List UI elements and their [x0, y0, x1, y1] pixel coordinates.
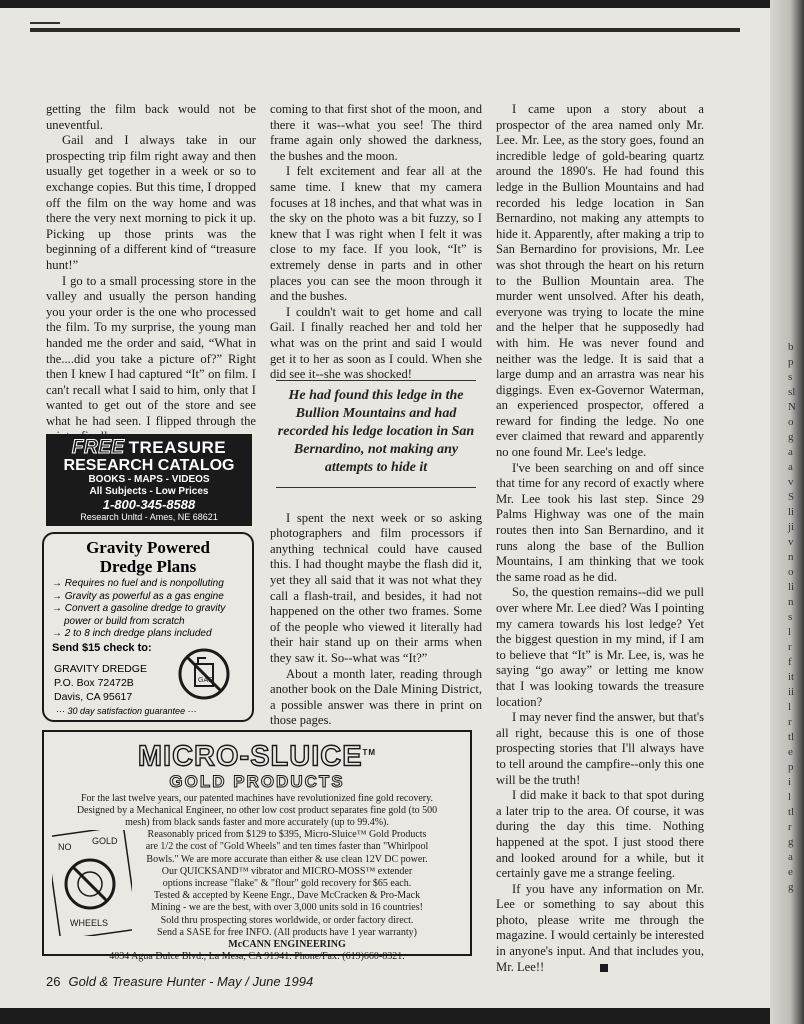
edge-letter: b [788, 341, 794, 353]
edge-letter: it [788, 671, 795, 683]
badge-gold: GOLD [92, 836, 118, 846]
paragraph: I couldn't wait to get home and call Gail. I finally reached her and told her what was on the print and said I would get it to her as soon as I could. When she did see it--she was shocked! [270, 304, 482, 382]
paragraph: coming to that first shot of the moon, and there it was--what you see! The third frame again only showed the darkness, the bushes and the moon. [270, 102, 482, 163]
brand-name: MICRO-SLUICE [137, 740, 363, 773]
next-page-letters [788, 340, 804, 895]
edge-letter: p [788, 356, 794, 368]
no-gas-icon [176, 646, 232, 702]
edge-letter: s [788, 371, 793, 383]
page-number: 26 [46, 974, 61, 989]
paragraph: I felt excitement and fear all at the same time. I knew that my camera focuses at 18 inches, and that what was in the sky on the photo was a bit fuzzy, so I knew that I was right when I felt it was close to my face. If you look, “It” is extremely dense in parts and in other places you can see the moon through it and the bushes. [270, 164, 482, 304]
paragraph: I spent the next week or so asking photographers and film processors if anything technical could have caused this. I had thought maybe the flash did it, yet they all said that it was not what they call a flash-trail, and besides, it had not happened on the other two frames. Some of the people who viewed it literally had their hair stand up on their arms when they saw it. So--what was “It?” [270, 510, 482, 666]
ad-address: Research Unltd - Ames, NE 68621 [80, 512, 218, 522]
paragraph: I've been searching on and off since that time for any record of exactly where Mr. Lee took his last step. Since 29 Palms Highway was one of the main routes then into San Bernardino, and it runs along the base of the Bullion Mountains, I am thinking that we took the same road as he did. [496, 460, 704, 584]
edge-letter: a [788, 446, 793, 458]
edge-letter: tl [788, 806, 795, 818]
ad-bullets [44, 578, 252, 641]
badge-wheels: WHEELS [70, 918, 109, 928]
magazine-title: Gold & Treasure Hunter - May / June 1994 [68, 974, 314, 989]
end-mark [600, 964, 608, 972]
paragraph-text: If you have any information on Mr. Lee or something to say about this photo, please write me through the magazine. I would certainly be interested in anyone's input. And that includes you, Mr. Lee!! [496, 881, 704, 974]
paragraph: getting the film back would not be uneventful. [46, 102, 256, 132]
article-column-3 [496, 102, 704, 975]
edge-letter: n [788, 596, 794, 608]
edge-letter: r [788, 716, 792, 728]
trademark: TM [362, 748, 377, 757]
ad-address: GRAVITY DREDGE P.O. Box 72472B Davis, CA 95617 [54, 663, 147, 703]
list-item: → Gravity as powerful as a gas engine [52, 590, 224, 602]
edge-letter: a [788, 851, 793, 863]
edge-letter: o [788, 566, 794, 578]
edge-letter: r [788, 641, 792, 653]
edge-letter: f [788, 656, 792, 668]
paragraph: I did make it back to that spot during a later trip to the area. Of course, it was during the day this time. Nothing happened at the spot. I just stood there and looked around for a while, but it certainly gave me a strange feeling. [496, 788, 704, 881]
list-item: → 2 to 8 inch dredge plans included [52, 628, 212, 639]
ad-treasure-catalog [46, 434, 252, 526]
top-rule [30, 28, 740, 32]
ad-line: BOOKS - MAPS - VIDEOS [88, 474, 210, 485]
badge-no: NO [58, 842, 72, 852]
edge-letter: N [788, 401, 796, 413]
edge-letter: sl [788, 386, 796, 398]
edge-letter: v [788, 476, 794, 488]
ad-line: RESEARCH CATALOG [63, 457, 235, 474]
ad-title: Gravity Powered [86, 538, 210, 557]
edge-letter: g [788, 431, 794, 443]
edge-letter: a [788, 461, 793, 473]
top-mark [30, 22, 60, 24]
ad-body: For the last twelve years, our patented machines have revolutionized fine gold recovery. Designed by a Mechanical Engineer, no other low cost product separates fine gold (to 500 mesh) from black sands faster and more accurately (up to 99.4%). Reasonably priced from $129 to $395, Micro-Sluice™ Gold Products are 1/2 the cost of "Gold Wheels" and ten times faster than "Whirlpool Bowls." We are more accurate than either & use clean 12V DC power. Our QUICKSAND™ vibrator and MICRO-MOSS™ extender options increase "flake" & "flour" gold recovery for $65 each. Tested & accepted by Keene Engr., Dave McCracken & Pro-Mack Mining - we are the best, with over 3,000 units sold in 16 countries! Sold thru prospecting stores worldwide, or order factory direct. Send a SASE for free INFO. (All products have 1 year warranty) McCANN ENGINEERING 4034 Agua Dulce Blvd., La Mesa, CA 91941. Phone/Fax: (619)660-8321. [76, 792, 438, 963]
article-column-1 [46, 102, 256, 445]
edge-letter: l [788, 626, 792, 638]
edge-letter: l [788, 701, 792, 713]
edge-letter: S [788, 491, 795, 503]
edge-letter: s [788, 611, 793, 623]
paragraph [496, 882, 704, 976]
paragraph: I may never find the answer, but that's all right, because this is one of those prospecting stories that I'll always have to tell around the campfire--only this one will be the truth! [496, 710, 705, 787]
edge-letter: g [788, 836, 794, 848]
page-footer [46, 974, 313, 989]
edge-letter: e [788, 866, 793, 878]
edge-letter: v [788, 536, 794, 548]
no-gold-wheels-icon [52, 830, 132, 936]
list-item: → Requires no fuel and is nonpolluting [52, 578, 224, 589]
edge-letter: o [788, 416, 794, 428]
ad-line: TREASURE [128, 438, 227, 457]
magazine-page [0, 8, 782, 1008]
ad-line: All Subjects - Low Prices [89, 486, 209, 497]
paragraph: I came upon a story about a prospector of the area named only Mr. Lee. Mr. Lee, as the story goes, found an incredible ledge of gold-bearing quartz around the 1890's. He had found this ledge in the Bullion Mountains and had recorded his ledge location in San Bernardino, not making any attempts to hide it. Apparently, after making a trip to San Bernardino for provisions, Mr. Lee was shot through the heart on his return to the Bullion Mountain area. The murder went unsolved. After his death, everyone was trying to locate the mine and the helper that he supposedly had with him. He was never found and neither was the ledge. It is said that a large dump and an arrastra was near his diggings. Even ex-Governor Waterman, an experienced prospector, offered a reward for finding the ledge. No one ever claimed that reward and apparently no one found Mr. Lee's ledge. [496, 102, 704, 460]
paragraph: So, the question remains--did we pull over where Mr. Lee died? Was I pointing my camera towards his lost ledge? Yet the biggest question in my mind, if I am to believe that “It” is Mr. Lee, is, was he saying “go away” or letting me know that I was looking towards the treasure location? [496, 585, 704, 709]
ad-micro-sluice [42, 730, 472, 963]
ad-phone: 1-800-345-8588 [102, 497, 196, 512]
edge-letter: g [788, 881, 794, 893]
list-item: → Convert a gasoline dredge to gravity [52, 603, 226, 614]
ad-send: Send $15 check to: [52, 641, 152, 654]
edge-letter: p [788, 761, 794, 773]
paragraph: I go to a small processing store in the valley and usually the person handing you your order is the one who processed the film. To my surprise, the young man handed me the order and said, “What in the....did you take a picture of?” Right then I knew I had captured “It” on film. I can't recall what I said to him, only that I wanted to get out of the store and see what he had seen. I flipped through the [46, 273, 256, 428]
edge-letter: n [788, 551, 794, 563]
edge-letter: e [788, 746, 793, 758]
edge-letter: ii [788, 686, 795, 698]
gas-label: GAS [198, 677, 213, 684]
edge-letter: li [788, 581, 795, 593]
ad-guarantee: ··· 30 day satisfaction guarantee ··· [56, 706, 197, 716]
free-label: FREE [71, 437, 125, 458]
edge-letter: i [788, 776, 792, 788]
pull-quote: He had found this ledge in the Bullion Mountains and had recorded his ledge location in San Bernardino, not making any attempts to hide it [276, 380, 476, 488]
brand-subtitle: GOLD PRODUCTS [169, 771, 345, 791]
edge-letter: tl [788, 731, 795, 743]
list-item: power or build from scratch [64, 615, 185, 627]
paragraph: Gail and I always take in our prospecting trip film right away and then usually get together in a week or so to exchange copies. But this time, I dropped off the film on the way home and was there the very next morning to pick it up. Picking up those prints was the beginning of a different kind of “treasure hunt!” [46, 133, 256, 272]
paragraph: About a month later, reading through another book on the Dale Mining District, a possible answer was there in print on those pages. [270, 666, 482, 728]
ad-title: Dredge Plans [99, 557, 197, 576]
edge-letter: ji [788, 521, 795, 533]
edge-letter: r [788, 821, 792, 833]
edge-letter: li [788, 506, 795, 518]
edge-letter: l [788, 791, 792, 803]
ad-gravity-dredge [42, 532, 254, 722]
